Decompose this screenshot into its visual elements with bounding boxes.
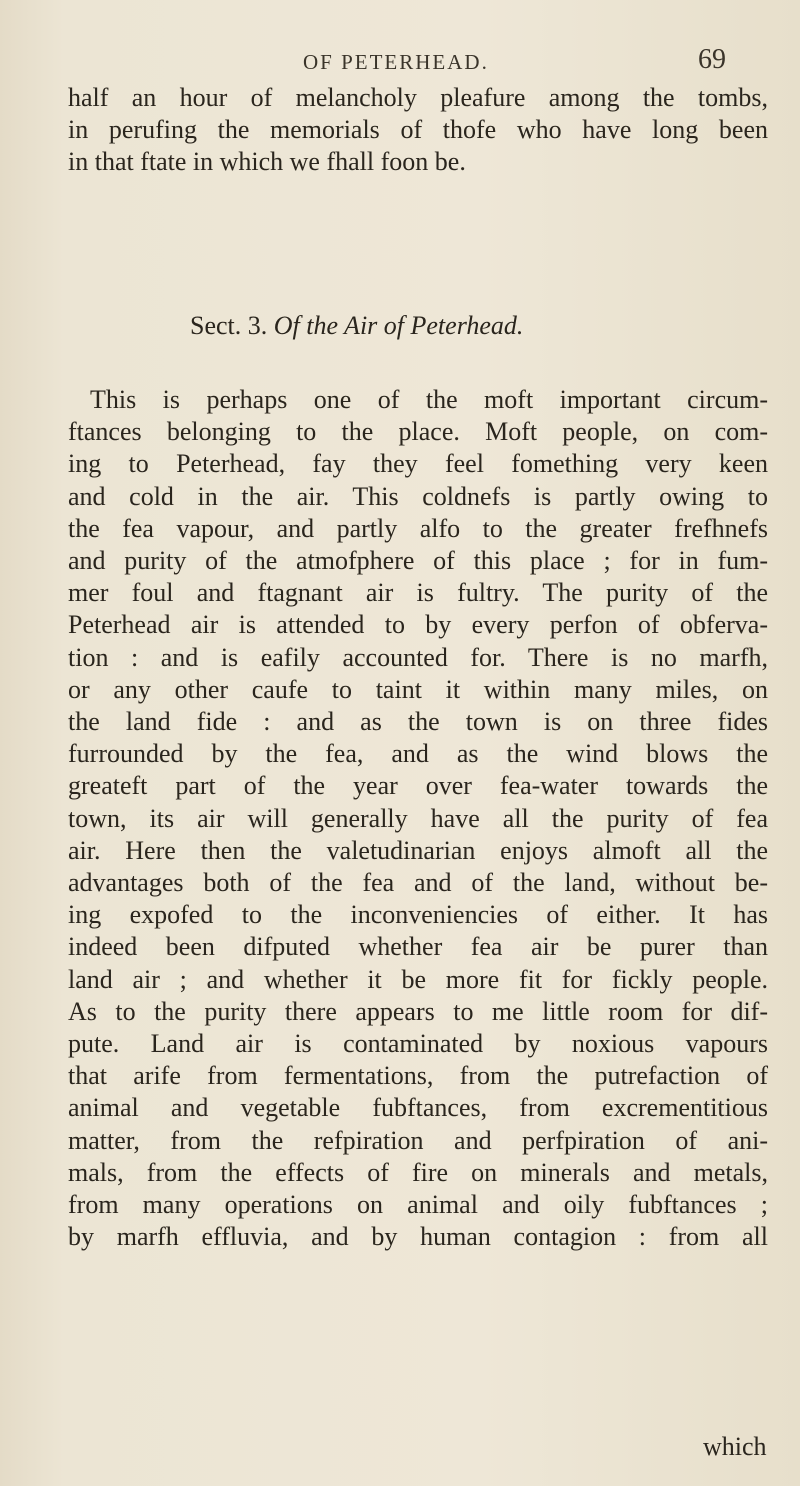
section-label: Sect. 3. xyxy=(190,311,268,340)
paragraph-continuation xyxy=(68,82,768,179)
text-line: matter, from the refpiration and perfpiration of ani- xyxy=(68,1125,768,1155)
text-line: half an hour of melancholy pleafure among the tombs, xyxy=(68,83,768,112)
page-number: 69 xyxy=(698,44,726,75)
text-line: land air ; and whether it be more fit for fickly people. xyxy=(68,964,768,994)
text-line: Peterhead air is attended to by every perfon of obferva- xyxy=(68,610,768,640)
text-line: or any other caufe to taint it within many miles, on xyxy=(68,674,768,704)
section-heading xyxy=(190,311,523,341)
catchword: which xyxy=(703,1432,767,1461)
text-line: As to the purity there appears to me little room for dif- xyxy=(68,996,768,1026)
text-line: furrounded by the fea, and as the wind blows the xyxy=(68,739,768,769)
text-line: ing expofed to the inconveniencies of either. It has xyxy=(68,900,768,930)
running-head: OF PETERHEAD. xyxy=(303,50,489,74)
text-line: and purity of the atmofphere of this place ; for in fum- xyxy=(68,546,768,576)
text-line: ing to Peterhead, fay they feel fomething very keen xyxy=(68,449,768,479)
text-line: animal and vegetable fubftances, from excrementitious xyxy=(68,1093,768,1123)
text-line: advantages both of the fea and of the land, without be- xyxy=(68,868,768,898)
text-line: in perufing the memorials of thofe who have long been xyxy=(68,115,768,145)
text-line: mals, from the effects of fire on minerals and metals, xyxy=(68,1157,768,1187)
text-line: This is perhaps one of the moft important circum- xyxy=(90,385,768,414)
text-line: indeed been difputed whether fea air be purer than xyxy=(68,932,768,962)
text-line: the fea vapour, and partly alfo to the greater frefhnefs xyxy=(68,513,768,543)
text-line: and cold in the air. This coldnefs is partly owing to xyxy=(68,481,768,511)
text-line: that arife from fermentations, from the putrefaction of xyxy=(68,1061,768,1091)
text-line: town, its air will generally have all the purity of fea xyxy=(68,803,768,833)
section-paragraph xyxy=(68,384,768,1253)
text-line: in that ftate in which we fhall foon be. xyxy=(68,147,466,177)
text-line: greateft part of the year over fea-water towards the xyxy=(68,771,768,801)
text-line: tion : and is eafily accounted for. There is no marfh, xyxy=(68,642,768,672)
text-line: from many operations on animal and oily fubftances ; xyxy=(68,1190,768,1220)
section-title: Of the Air of Peterhead. xyxy=(273,311,524,340)
text-line: by marfh effluvia, and by human contagion : from all xyxy=(68,1222,768,1252)
text-line: the land fide : and as the town is on three fides xyxy=(68,707,768,737)
text-line: pute. Land air is contaminated by noxious vapours xyxy=(68,1029,768,1059)
text-line: air. Here then the valetudinarian enjoys almoft all the xyxy=(68,835,768,865)
text-line: ftances belonging to the place. Moft people, on com- xyxy=(68,417,768,447)
text-line: mer foul and ftagnant air is fultry. The purity of the xyxy=(68,578,768,608)
